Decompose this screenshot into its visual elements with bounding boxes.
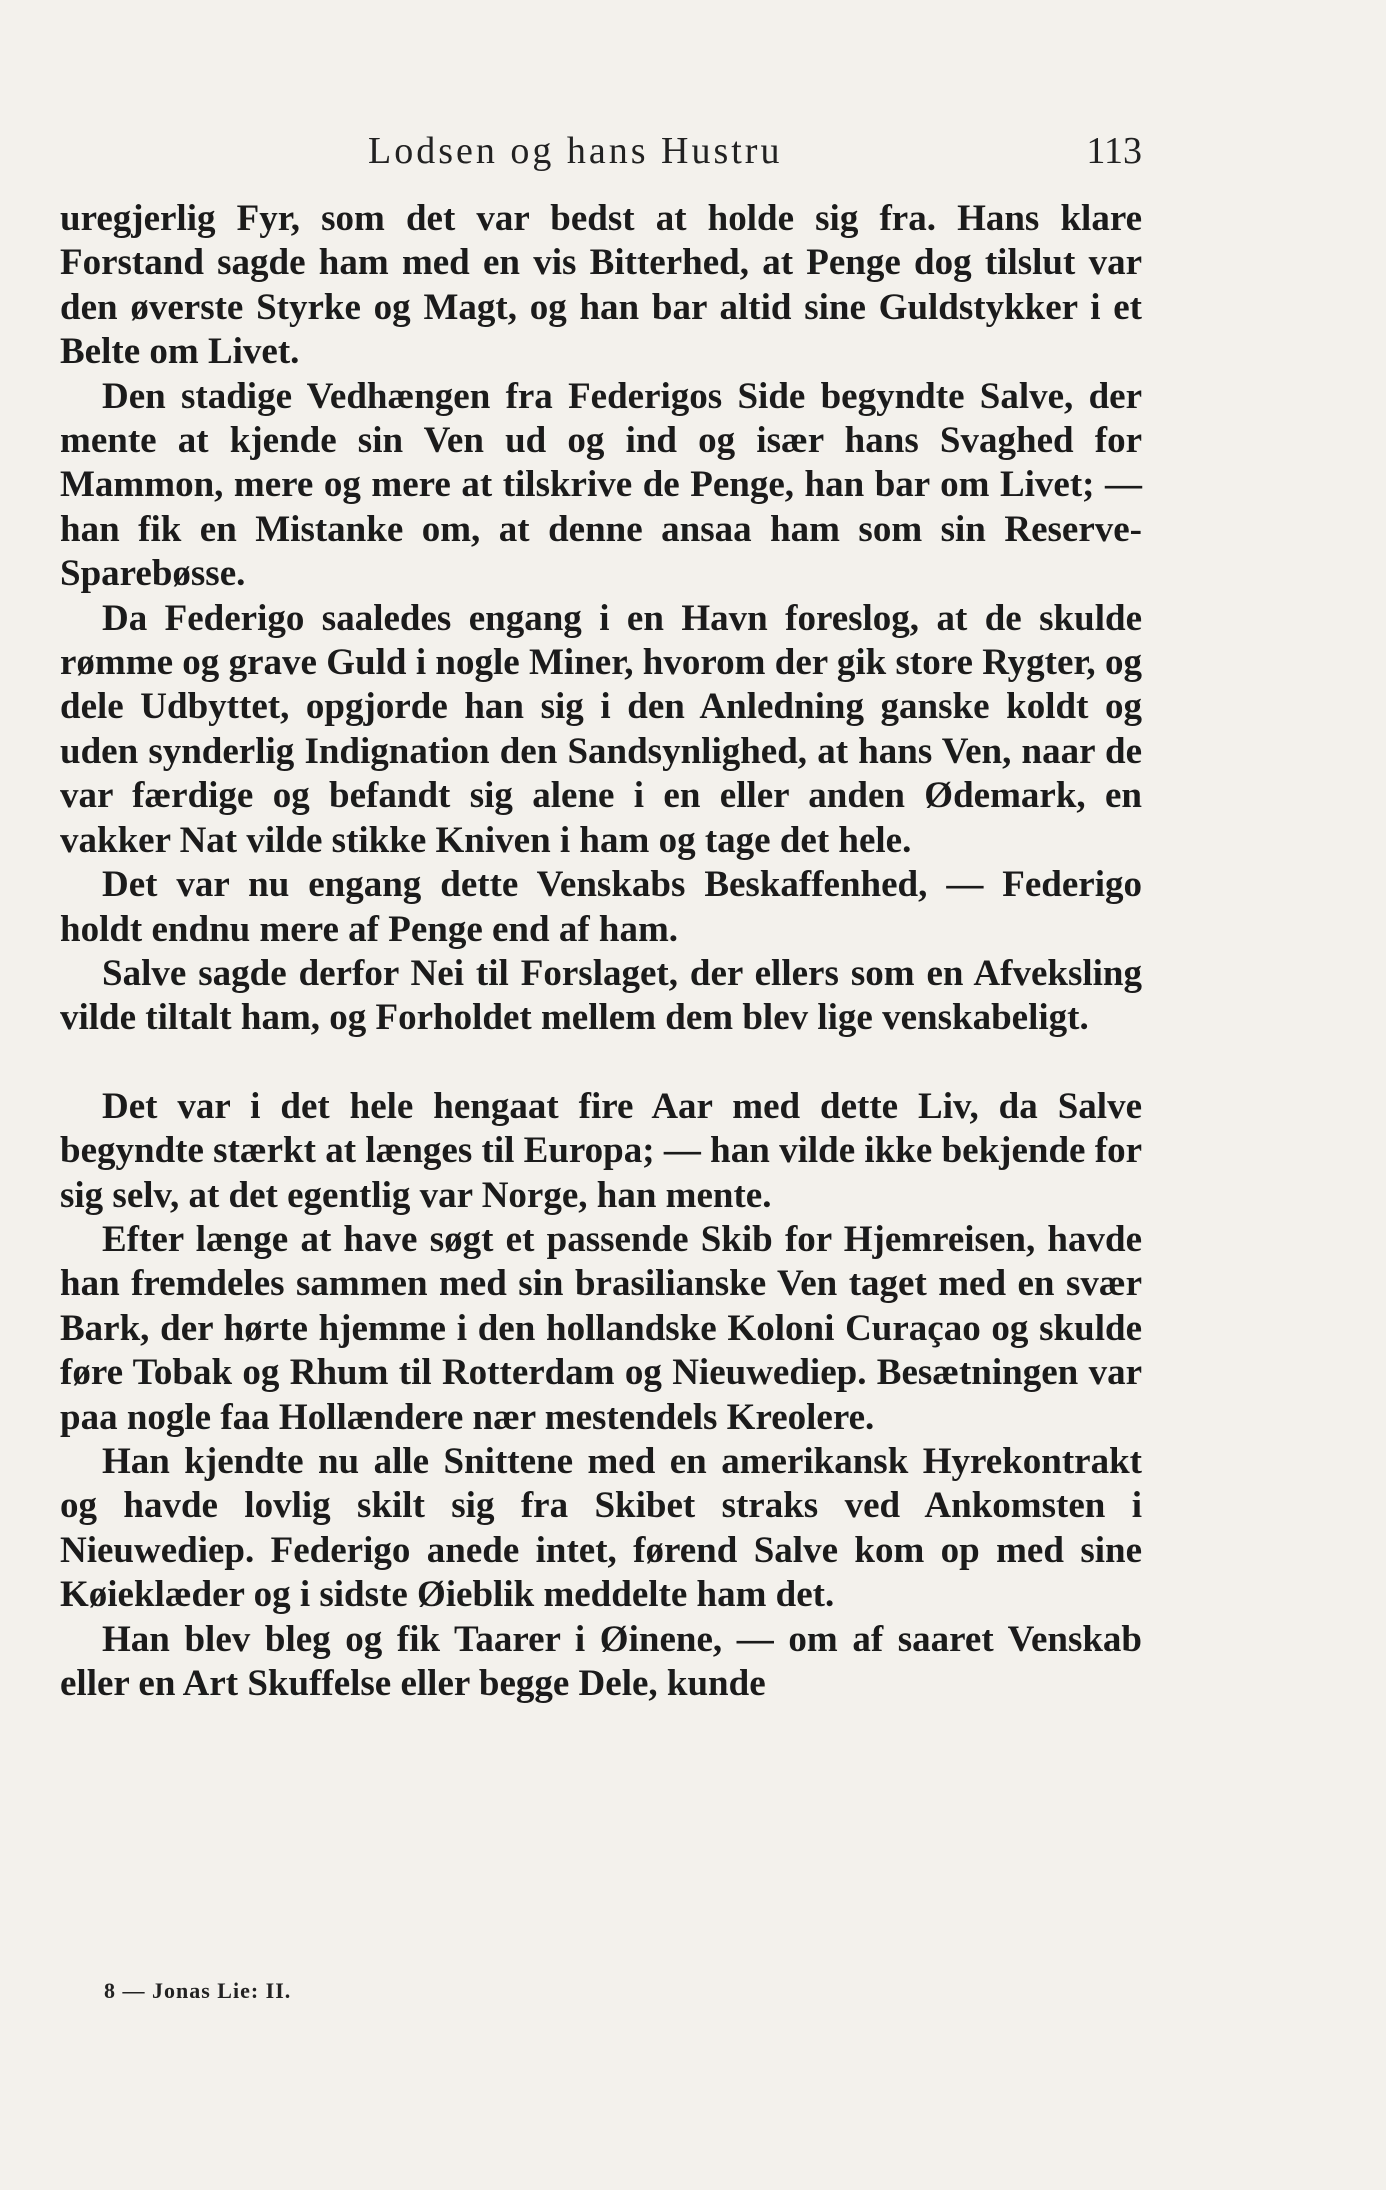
paragraph: Da Federigo saaledes engang i en Havn foreslog, at de skulde rømme og grave Guld i nogle Miner, hvorom der gik store Rygter, og dele Udbyttet, opgjorde han sig i den Anledning ganske koldt og uden synderlig Indignation den Sandsynlighed, at hans Ven, naar de var færdige og befandt sig alene i en eller anden Ødemark, en vakker Nat vilde stikke Kniven i ham og tage det hele.	[60, 597, 1142, 861]
paragraph: Det var nu engang dette Venskabs Beskaffenhed, — Federigo holdt endnu mere af Penge end af ham.	[60, 864, 1142, 950]
paragraph: Efter længe at have søgt et passende Skib for Hjemreisen, havde han fremdeles sammen med sin brasilianske Ven taget med en svær Bark, der hørte hjemme i den hollandske Koloni Curaçao og skulde føre Tobak og Rhum til Rotterdam og Nieuwediep. Besætningen var paa nogle faa Hollændere nær mestendels Kreolere.	[60, 1218, 1142, 1438]
paragraph: uregjerlig Fyr, som det var bedst at holde sig fra. Hans klare Forstand sagde ham med en vis Bitterhed, at Penge dog tilslut var den øverste Styrke og Magt, og han bar altid sine Guldstykker i et Belte om Livet.	[60, 198, 1142, 373]
running-title: Lodsen og hans Hustru	[368, 130, 783, 172]
page-number: 113	[1086, 130, 1142, 172]
paragraph: Salve sagde derfor Nei til Forslaget, der ellers som en Afveksling vilde tiltalt ham, og Forholdet mellem dem blev lige venskabeligt.	[60, 952, 1142, 1039]
paragraph: Han blev bleg og fik Taarer i Øinene, — om af saaret Venskab eller en Art Skuffelse eller begge Dele, kunde	[60, 1618, 1142, 1704]
paragraph: Han kjendte nu alle Snittene med en amerikansk Hyrekontrakt og havde lovlig skilt sig fra Skibet straks ved Ankomsten i Nieuwediep. Federigo anede intet, førend Salve kom op med sine Køieklæder og i sidste Øieblik meddelte ham det.	[60, 1440, 1142, 1616]
page-header	[60, 126, 1142, 176]
paragraph: Det var i det hele hengaat fire Aar med dette Liv, da Salve begyndte stærkt at længes til Europa; — han vilde ikke bekjende for sig selv, at det egentlig var Norge, han mente.	[60, 1085, 1142, 1216]
body-text	[60, 197, 1142, 1706]
signature-mark: 8 — Jonas Lie: II.	[104, 1978, 292, 2003]
section-break	[60, 1041, 1142, 1085]
paragraph: Den stadige Vedhængen fra Federigos Side begyndte Salve, der mente at kjende sin Ven ud og ind og især hans Svaghed for Mammon, mere og mere at tilskrive de Penge, han bar om Livet; — han fik en Mistanke om, at denne ansaa ham som sin Reserve-Sparebøsse.	[60, 375, 1142, 595]
